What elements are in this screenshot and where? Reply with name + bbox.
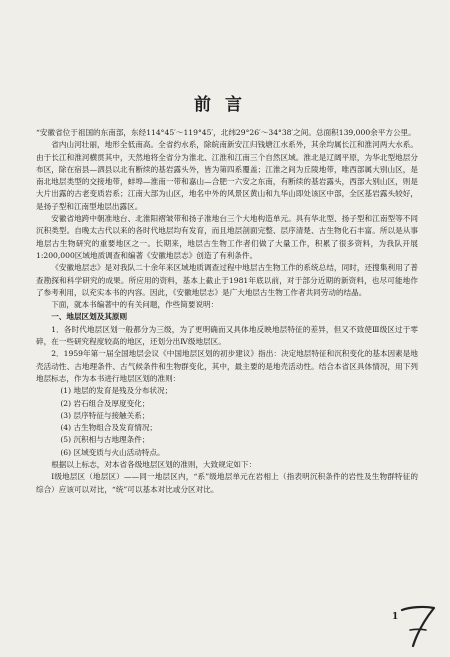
body-paragraph: 1．各时代地层区划一般都分为三级，为了更明确而又具体地反映地层特征的差异，但又不致使Ⅲ级区过于零碎，在一些研究程度较高的地区，还划分出Ⅳ级地层区。 <box>36 324 418 347</box>
section-heading: 一、地层区划及其原则 <box>51 312 128 322</box>
body-paragraph: 省内山河壮丽，地形全低南高。全省约水系，除皖南新安江归钱塘江水系外，其余均属长江和淮河两大水系。由于长江和淮河横贯其中，天然地将全省分为淮北、江淮和江南三个自然区域。淮北是辽阔平原，为华北型地层分布区，除在宿县—泗县以北有断续的基岩露头外，皆为第四系覆盖；江淮之间为丘陵地带，唯西部属大别山区，是南北地层类型的交接地带，蚌埠—淮南一带和嘉山—合肥一六安之东南，有断续的基岩露头，西部大别山区，则是大片出露的古老变质岩系；江南大部为山区，地名中外的风景区黄山和九华山即处该区中部，全区基岩露头较好，是扬子型和江南型地层出露区。 <box>36 140 418 211</box>
handwritten-seven-mark <box>396 600 438 650</box>
page-title: 前言 <box>194 95 256 115</box>
intro-paragraph: “安徽省位于祖国的东南部，东经114°45′～119°45′，北纬29°26′～34°38′之间。总面积139,000余平方公里。 <box>36 128 416 137</box>
body-paragraph: 《安徽地层志》是对我队二十余年来区域地质调查过程中地层古生物工作的系统总结，同时，还搜集利用了普查勘探和科学研究的成果。所应用的资料，基本上截止于1981年底以前，对于部分近期的新资料，也尽可能地作了参考利用，以充实本书的内容。因此，《安徽地层志》是广大地层古生物工作者共同劳动的结晶。 <box>36 263 418 297</box>
body-paragraph: 2．1959年第一届全国地层会议《中国地层区划的初步建议》指出：决定地层特征和沉积变化的基本因素是地壳活动性、古地理条件、古气候条件和生物群变化，其中，最主要的是地壳活动性。结合本省区具体情况，用下列地层标志，作为本书进行地层区划的准则： <box>36 349 418 383</box>
body-paragraph: 下面，就本书编著中的有关问题，作些简要说明： <box>51 300 219 310</box>
page-number: 1 <box>392 612 399 622</box>
body-paragraph: Ⅰ级地层区（地层区）——同一地层区内，“系”级地层单元在岩相上（指表明沉积条件的岩性及生物群特征的综合）应该可以对比，“统”可以基本对比或分区对比。 <box>36 472 418 494</box>
body-paragraph: 根据以上标志，对本省各级地层区划的准则，大致规定如下： <box>51 460 257 470</box>
criteria-item: (4) 古生物组合及发育情况； <box>60 423 158 433</box>
document-body <box>36 127 418 496</box>
criteria-item: (1) 地层的发育是残及分布状况； <box>60 386 173 396</box>
criteria-item: (6) 区域变质与火山活动特点。 <box>60 447 165 457</box>
criteria-item: (5) 沉积相与古地理条件； <box>60 435 150 445</box>
body-paragraph: 安徽省地跨中朝准地台、北淮阳褶皱带和扬子准地台三个大地构造单元。具有华北型、扬子型和江南型等不同沉积类型。自晚太古代以来的各时代地层均有发育，而且地层剖面完整、层序清楚、古生物化石丰富。所以是从事地层古生物研究的重要地区之一。长期来，地层古生物工作者们做了大量工作，积累了很多资料，为我队开展1:200,000区域地质调查和编著《安徽地层志》创造了有利条件。 <box>36 214 418 260</box>
criteria-item: (3) 层序特征与接触关系； <box>60 410 150 420</box>
criteria-item: (2) 岩石组合及厚度变化； <box>60 398 150 408</box>
